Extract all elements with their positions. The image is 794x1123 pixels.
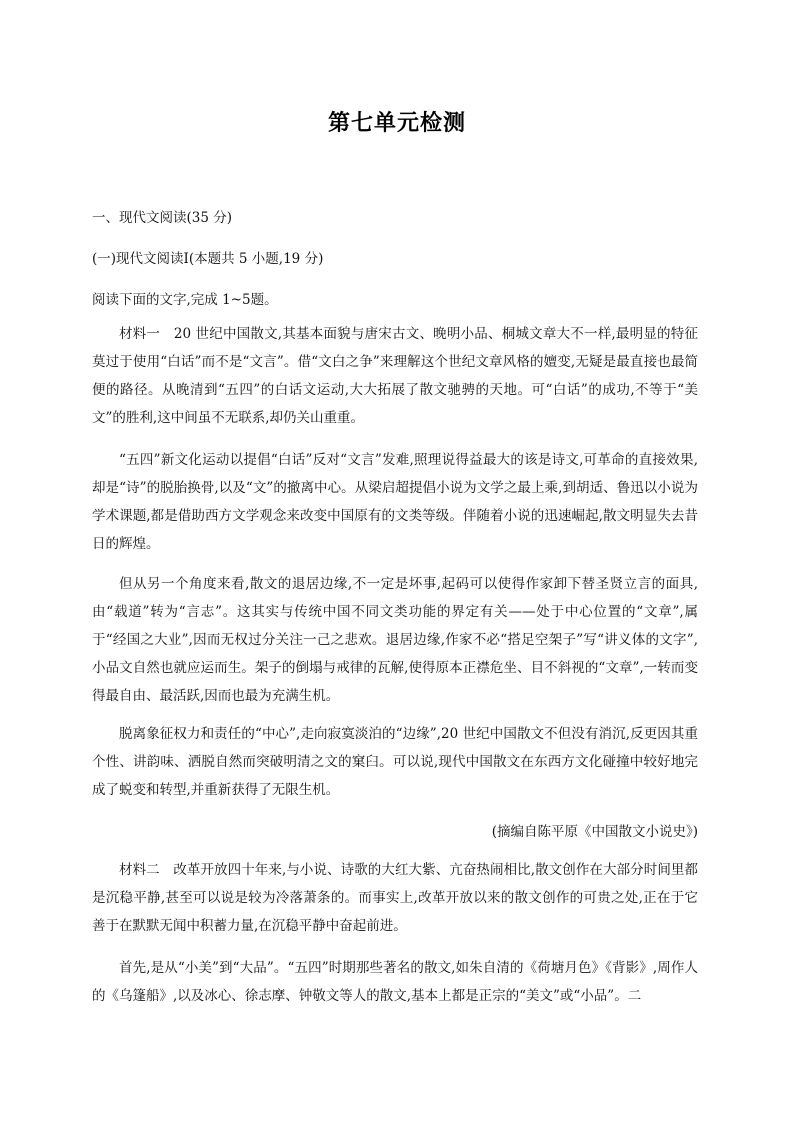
source-citation: (摘编自陈平原《中国散文小说史》): [491, 824, 698, 840]
page-title: 第七单元检测: [327, 111, 466, 136]
instruction-text: 阅读下面的文字,完成 1~5题。: [92, 292, 278, 308]
material-two-paragraph-2: 首先,是从“小美”到“大品”。“五四”时期那些著名的散文,如朱自清的《荷塘月色》《背影》,周作人的《乌篷船》,以及冰心、徐志摩、钟敬文等人的散文,基本上都是正宗的“美文”或“小品”。二: [92, 960, 698, 1004]
section-heading: 一、现代文阅读(35 分): [92, 210, 233, 226]
material-one-paragraph-4: 脱离象征权力和责任的“中心”,走向寂寞淡泊的“边缘”,20 世纪中国散文不但没有消沉,反更因其重个性、讲韵味、洒脱自然而突破明清之文的窠臼。可以说,现代中国散文在东西方文化碰撞中较好地完成了蜕变和转型,并重新获得了无限生机。: [92, 726, 698, 798]
material-one-paragraph-3: 但从另一个角度来看,散文的退居边缘,不一定是坏事,起码可以使得作家卸下替圣贤立言的面具,由“载道”转为“言志”。这其实与传统中国不同文类功能的界定有关——处于中心位置的“文章”,属于“经国之大业”,因而无权过分关注一己之悲欢。退居边缘,作家不必“搭足空架子”写“讲义体的文字”,小品文自然也就应运而生。架子的倒塌与戒律的瓦解,使得原本正襟危坐、目不斜视的“文章”,一转而变得最自由、最活跃,因而也最为充满生机。: [92, 576, 698, 704]
material-one-paragraph-2: “五四”新文化运动以提倡“白话”反对“文言”发难,照理说得益最大的该是诗文,可革命的直接效果,却是“诗”的脱胎换骨,以及“文”的撤离中心。从梁启超提倡小说为文学之最上乘,到胡适、鲁迅以小说为学术课题,都是借助西方文学观念来改变中国原有的文类等级。伴随着小说的迅速崛起,散文明显失去昔日的辉煌。: [92, 452, 698, 552]
subsection-heading: (一)现代文阅读Ⅰ(本题共 5 小题,19 分): [92, 251, 324, 267]
material-two-paragraph-1: 材料二 改革开放四十年来,与小说、诗歌的大红大紫、亢奋热闹相比,散文创作在大部分时间里都是沉稳平静,甚至可以说是较为冷落萧条的。而事实上,改革开放以来的散文创作的可贵之处,正在于它善于在默默无闻中积蓄力量,在沉稳平静中奋起前进。: [92, 862, 698, 934]
material-one-paragraph-1: 材料一 20 世纪中国散文,其基本面貌与唐宋古文、晚明小品、桐城文章大不一样,最明显的特征莫过于使用“白话”而不是“文言”。借“文白之争”来理解这个世纪文章风格的嬗变,无疑是最直接也最简便的路径。从晚清到“五四”的白话文运动,大大拓展了散文驰骋的天地。可“白话”的成功,不等于“美文”的胜利,这中间虽不无联系,却仍关山重重。: [92, 326, 698, 426]
